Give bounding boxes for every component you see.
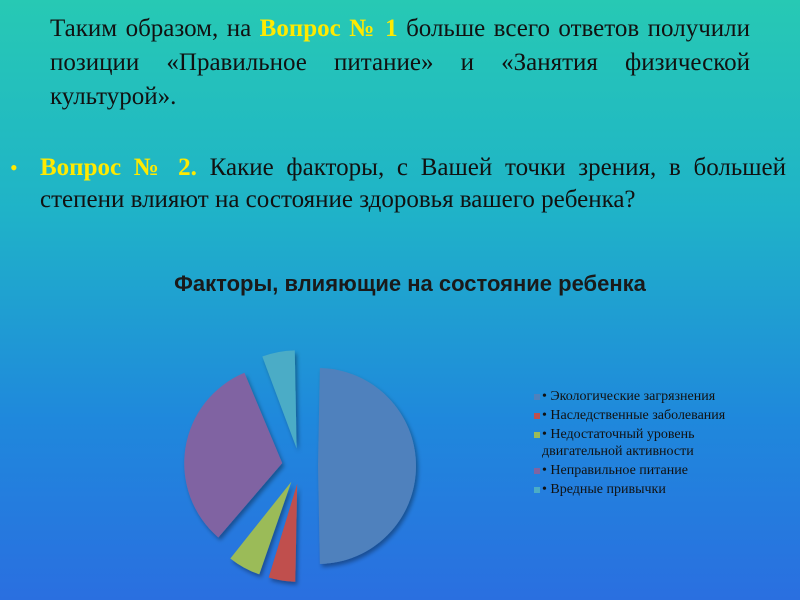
intro-suffix: больше всего ответов получили позиции «Правильное питание» и «Занятия физической культурой». (50, 15, 750, 110)
legend-label: • Вредные привычки (542, 482, 666, 497)
question-body: Какие факторы, с Вашей точки зрения, в большей степени влияют на состояние здоровья вашего ребенка? (40, 154, 787, 213)
chart-title: Факторы, влияющие на состояние ребенка (174, 271, 646, 296)
legend-item (534, 407, 754, 424)
bullet-icon: • (10, 155, 18, 180)
legend-item (534, 388, 754, 405)
legend-item (534, 481, 754, 498)
legend-swatch (534, 432, 540, 438)
legend-item (534, 462, 754, 479)
intro-highlight: Вопрос № 1 (259, 15, 398, 42)
legend-label: • Экологические загрязнения (542, 389, 716, 404)
intro-prefix: Таким образом, на (50, 15, 260, 42)
legend-swatch (534, 394, 540, 400)
pie-slice (318, 368, 416, 564)
legend-swatch (534, 413, 540, 419)
legend-label: • Наследственные заболевания (542, 408, 726, 423)
legend-swatch (534, 487, 540, 493)
legend-label: • Неправильное питание (542, 463, 688, 478)
legend-item (534, 426, 754, 460)
chart-legend (534, 388, 754, 500)
legend-label: • Недостаточный уровень двигательной активности (542, 427, 695, 459)
question-label: Вопрос № 2. (40, 154, 197, 181)
legend-swatch (534, 468, 540, 474)
